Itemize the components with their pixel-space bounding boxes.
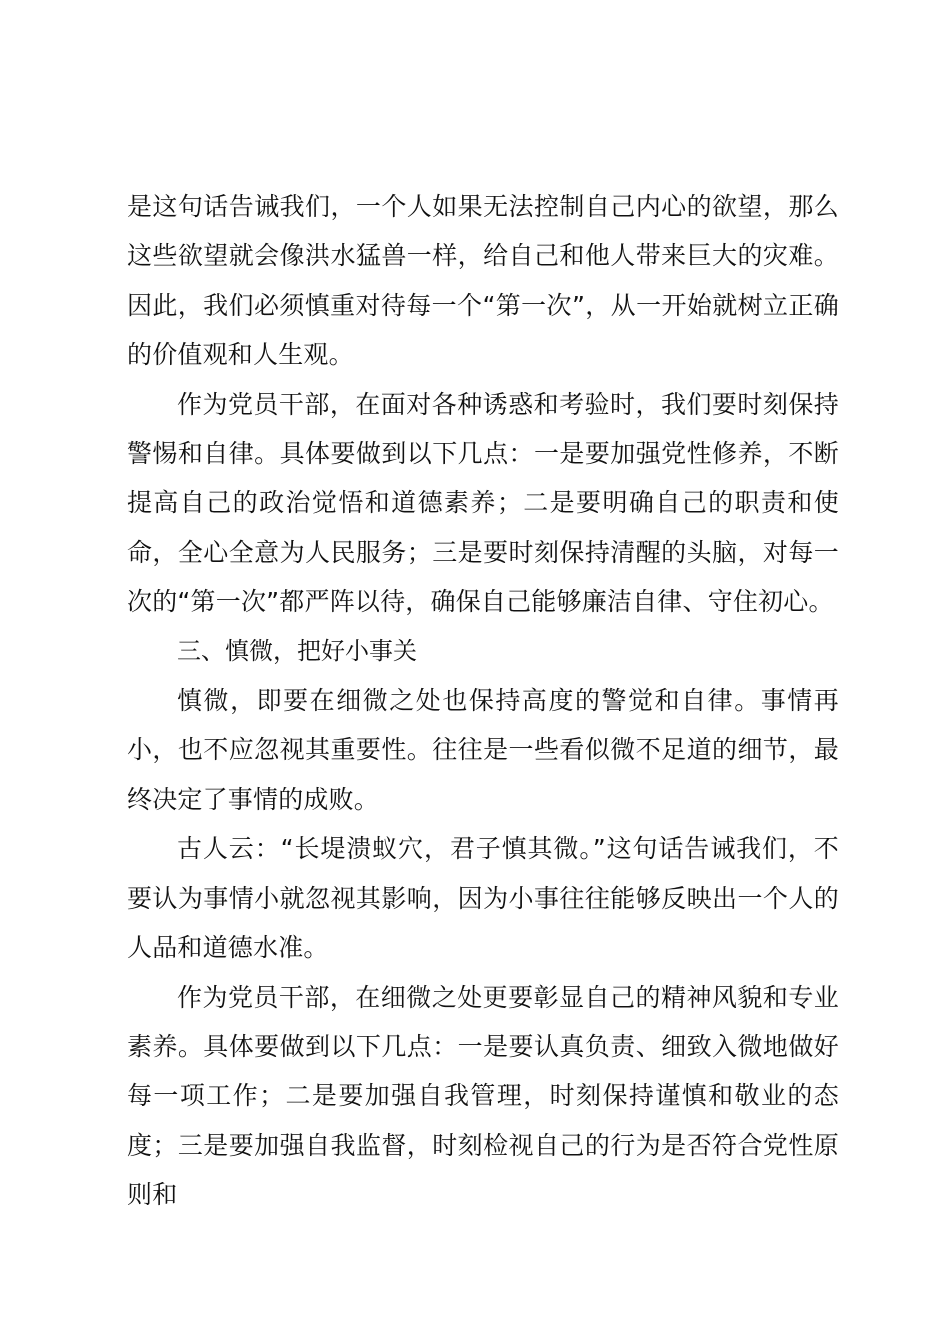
section-heading-3: 三、慎微，把好小事关 xyxy=(177,636,417,665)
document-body xyxy=(127,182,839,1220)
paragraph-continuation: 是这句话告诫我们，一个人如果无法控制自己内心的欲望，那么这些欲望就会像洪水猛兽一样，给自己和他人带来巨大的灾难。因此，我们必须慎重对待每一个“第一次”，从一开始就树立正确的价值观和人生观。 xyxy=(127,192,839,370)
paragraph-party-cadre-self-discipline: 作为党员干部，在面对各种诱惑和考验时，我们要时刻保持警惕和自律。具体要做到以下几点：一是要加强党性修养，不断提高自己的政治觉悟和道德素养；二是要明确自己的职责和使命，全心全意为人民服务；三是要时刻保持清醒的头脑，对每一次的“第一次”都严阵以待，确保自己能够廉洁自律、守住初心。 xyxy=(127,389,839,617)
paragraph-shenwei-definition: 慎微，即要在细微之处也保持高度的警觉和自律。事情再小，也不应忽视其重要性。往往是一些看似微不足道的细节，最终决定了事情的成败。 xyxy=(127,686,839,814)
paragraph-party-cadre-details: 作为党员干部，在细微之处更要彰显自己的精神风貌和专业素养。具体要做到以下几点：一是要认真负责、细致入微地做好每一项工作；二是要加强自我管理，时刻保持谨慎和敬业的态度；三是要加强自我监督，时刻检视自己的行为是否符合党性原则和 xyxy=(127,982,839,1210)
paragraph-ancient-quote: 古人云：“长堤溃蚁穴，君子慎其微。”这句话告诫我们，不要认为事情小就忽视其影响，因为小事往往能够反映出一个人的人品和道德水准。 xyxy=(127,834,839,963)
